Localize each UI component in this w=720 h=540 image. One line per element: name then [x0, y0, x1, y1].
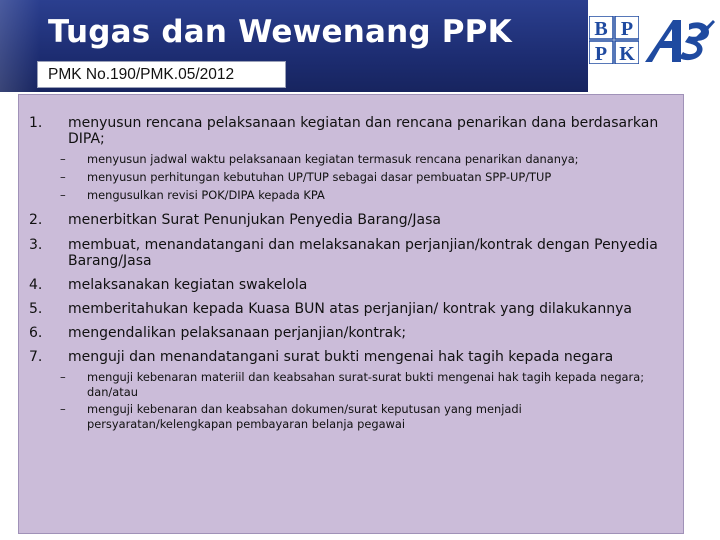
sub-marker: –	[60, 402, 66, 416]
item-number: 3.	[29, 237, 43, 253]
item-number: 7.	[29, 349, 43, 365]
item-text: melaksanakan kegiatan swakelola	[68, 277, 308, 293]
bppk-letter-p2: P	[594, 43, 608, 64]
item-text: mengendalikan pelaksanaan perjanjian/kontrak;	[68, 325, 407, 341]
item-text: membuat, menandatangani dan melaksanakan perjanjian/kontrak dengan Penyedia Barang/Jasa	[68, 237, 658, 269]
item-text: menyusun rencana pelaksanaan kegiatan dan rencana penarikan dana berdasarkan DIPA;	[68, 115, 659, 147]
header-fade	[0, 0, 40, 92]
item-number: 4.	[29, 277, 43, 293]
item-text: memberitahukan kepada Kuasa BUN atas perjanjian/ kontrak yang dilakukannya	[68, 301, 632, 317]
sub-marker: –	[60, 170, 66, 184]
item-text: menguji dan menandatangani surat bukti mengenai hak tagih kepada negara	[68, 349, 614, 365]
asp-logo-icon	[643, 18, 715, 64]
content-panel	[18, 94, 684, 534]
item-number: 2.	[29, 212, 43, 228]
bppk-letter-b: B	[594, 18, 608, 40]
bppk-logo-icon	[589, 16, 639, 64]
sub-marker: –	[60, 152, 66, 166]
bppk-letter-k: K	[619, 43, 635, 64]
logo-area	[588, 0, 720, 92]
sub-marker: –	[60, 370, 66, 384]
item-number: 1.	[29, 115, 43, 131]
item-number: 5.	[29, 301, 43, 317]
bppk-letter-p1: P	[620, 18, 634, 40]
subitem-text: menyusun jadwal waktu pelaksanaan kegiatan termasuk rencana penarikan dananya;	[87, 152, 579, 166]
subtitle-box	[37, 61, 286, 88]
page-title: Tugas dan Wewenang PPK	[48, 14, 512, 50]
subitem-text: menguji kebenaran materiil dan keabsahan surat-surat bukti mengenai hak tagih kepada negara; dan/atau	[87, 370, 645, 399]
item-number: 6.	[29, 325, 43, 341]
item-text: menerbitkan Surat Penunjukan Penyedia Barang/Jasa	[68, 212, 441, 228]
subitem-text: mengusulkan revisi POK/DIPA kepada KPA	[87, 188, 325, 202]
header-band	[0, 0, 588, 92]
sub-marker: –	[60, 188, 66, 202]
page-subtitle: PMK No.190/PMK.05/2012	[48, 66, 235, 83]
subitem-text: menyusun perhitungan kebutuhan UP/TUP sebagai dasar pembuatan SPP-UP/TUP	[87, 170, 552, 184]
subitem-text: menguji kebenaran dan keabsahan dokumen/surat keputusan yang menjadi persyaratan/kelengkapan pembayaran belanja pegawai	[87, 402, 522, 431]
